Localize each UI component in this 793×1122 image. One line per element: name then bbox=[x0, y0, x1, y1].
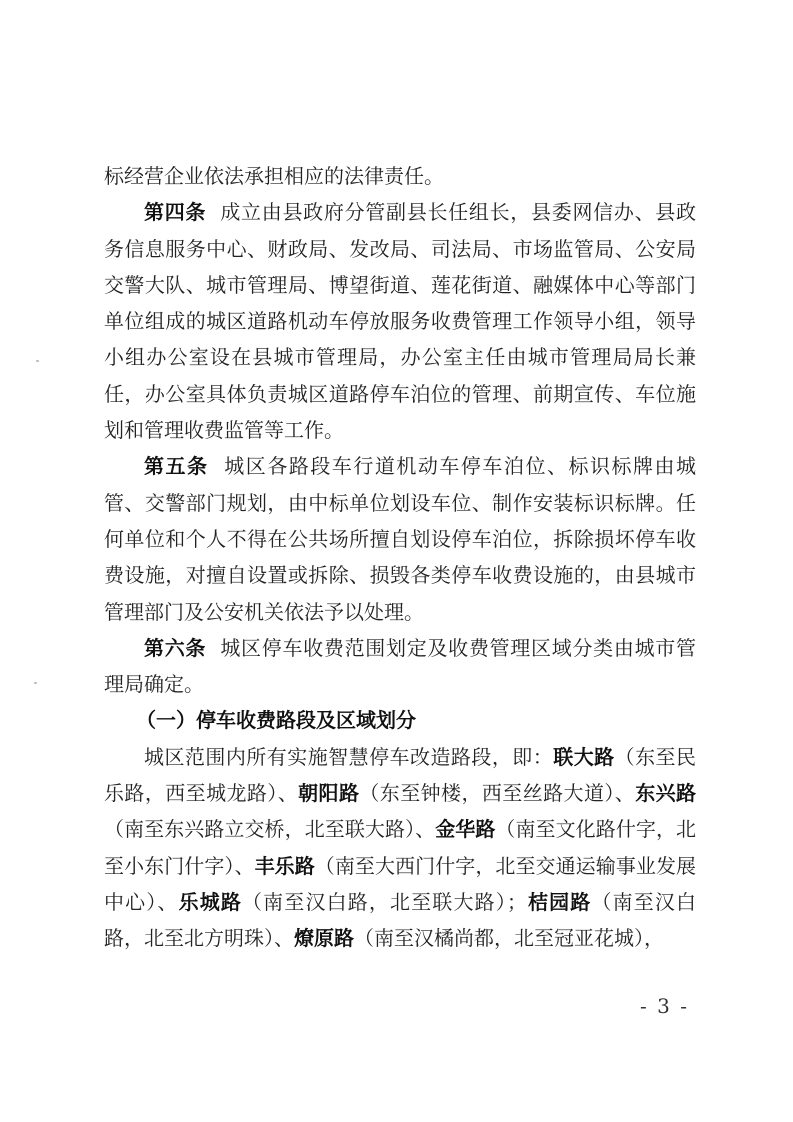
road-description: （东至钟楼，西至丝路大道）、 bbox=[359, 781, 636, 806]
section-paragraph bbox=[104, 739, 696, 957]
road-description: （东至民乐路，西至城龙路）、 bbox=[104, 744, 697, 806]
scan-speck bbox=[36, 360, 39, 362]
document-body bbox=[104, 158, 696, 957]
road-name: 联大路 bbox=[553, 744, 615, 769]
road-description: （南至汉橘尚都，北至冠亚花城）， bbox=[354, 926, 664, 951]
section-heading: （一）停车收费路段及区域划分 bbox=[136, 708, 416, 733]
paragraph-text: 标经营企业依法承担相应的法律责任。 bbox=[104, 164, 444, 188]
road-name: 燎原路 bbox=[294, 926, 354, 951]
road-name: 桔园路 bbox=[526, 889, 592, 914]
article-label: 第五条 bbox=[144, 454, 209, 479]
road-name: 乐城路 bbox=[178, 889, 243, 914]
road-description: （南至东兴路立交桥，北至联大路）、 bbox=[104, 817, 436, 842]
road-name: 东兴路 bbox=[635, 781, 697, 806]
road-description: （南至汉白路，北至北方明珠）、 bbox=[104, 889, 697, 951]
scan-speck bbox=[34, 682, 37, 684]
page-number: - 3 - bbox=[640, 994, 689, 1018]
road-description: （南至大西门什字，北至交通运输事业发展中心）、 bbox=[104, 853, 697, 914]
article-text: 城区停车收费范围划定及收费管理区域分类由城市管理局确定。 bbox=[104, 635, 697, 697]
article-6 bbox=[104, 630, 696, 703]
article-text: 成立由县政府分管副县长任组长，县委网信办、县政务信息服务中心、财政局、发改局、司法局、市场监管局、公安局交警大队、城市管理局、博望街道、莲花街道、融媒体中心等部门单位组成的城区道路机动车停放服务收费管理工作领导小组，领导小组办公室设在县城市管理局，办公室主任由城市管理局局长兼任，办公室具体负责城区道路停车泊位的管理、前期宣传、车位施划和管理收费监管等工作。 bbox=[104, 200, 697, 443]
road-description: （南至文化路什字，北至小东门什字）、 bbox=[104, 817, 697, 878]
article-text: 城区各路段车行道机动车停车泊位、标识标牌由城管、交警部门规划，由中标单位划设车位、制作安装标识标牌。任何单位和个人不得在公共场所擅自划设停车泊位，拆除损坏停车收费设施，对擅自设置或拆除、损毁各类停车收费设施的，由县城市管理部门及公安机关依法予以处理。 bbox=[104, 454, 697, 624]
road-name: 朝阳路 bbox=[298, 781, 360, 806]
section-intro: 城区范围内所有实施智慧停车改造路段，即： bbox=[144, 744, 554, 769]
road-description: （南至汉白路，北至联大路）； bbox=[242, 889, 527, 914]
article-4 bbox=[104, 194, 696, 448]
paragraph-continuation bbox=[104, 158, 696, 194]
road-name: 丰乐路 bbox=[254, 853, 315, 878]
article-label: 第六条 bbox=[144, 635, 207, 660]
article-5 bbox=[104, 448, 696, 629]
article-label: 第四条 bbox=[144, 200, 207, 225]
road-name: 金华路 bbox=[435, 817, 496, 842]
